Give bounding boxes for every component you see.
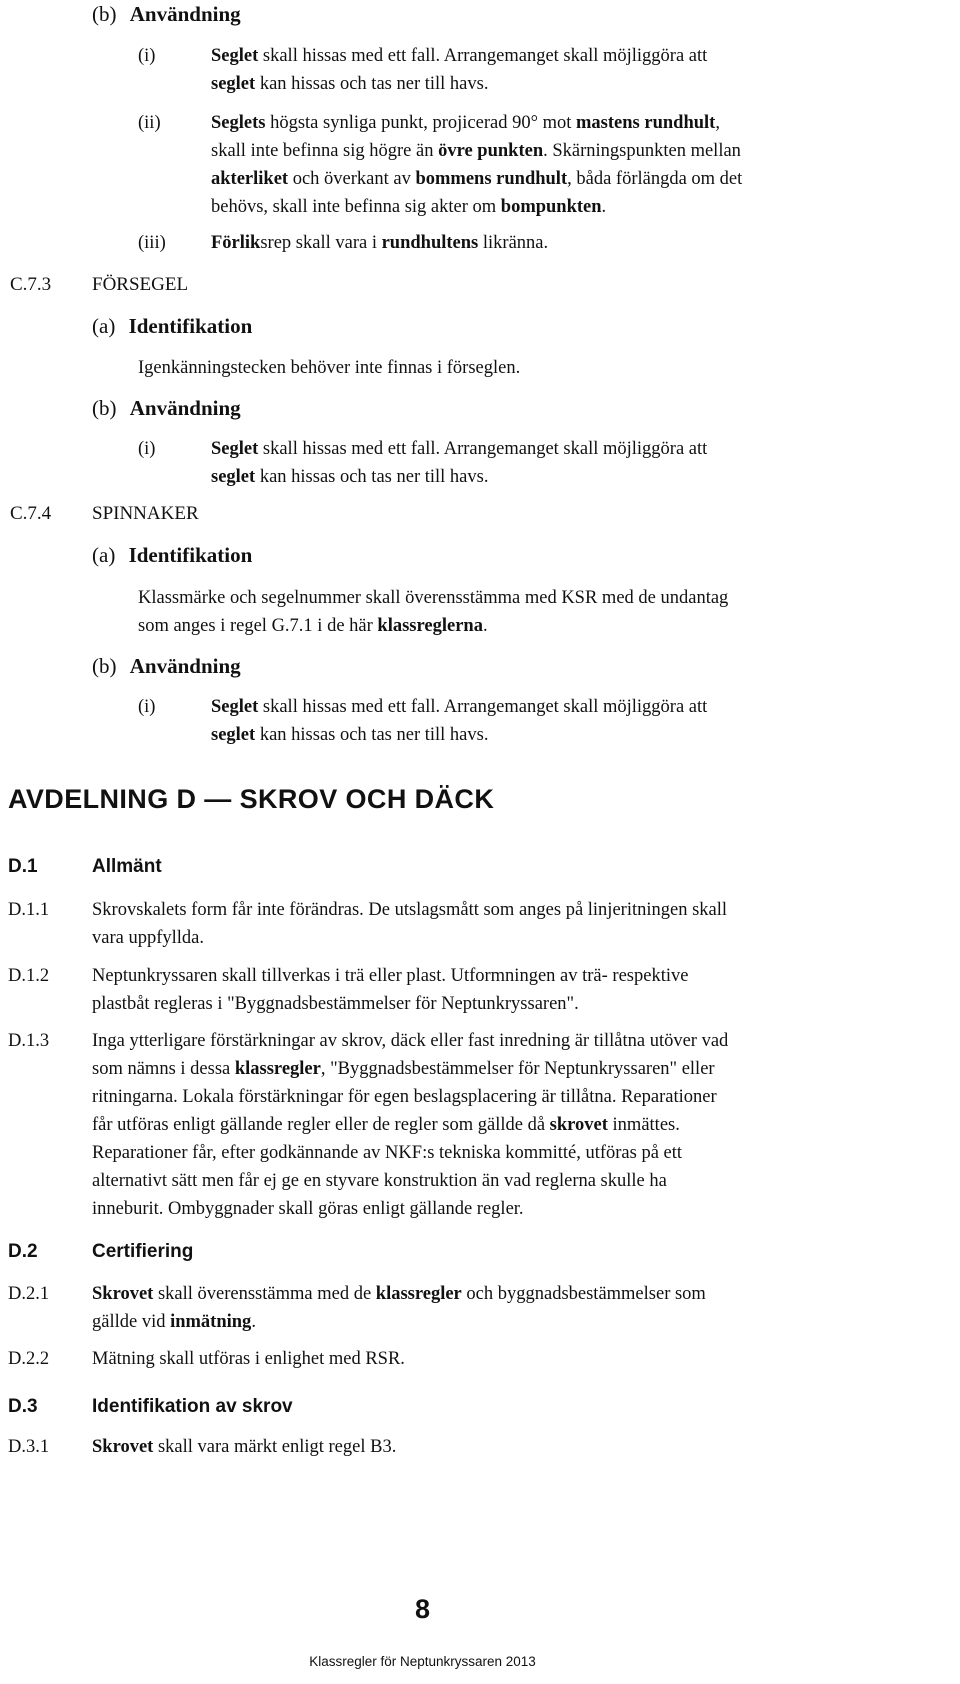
- defined-term: Skrovet: [92, 1284, 154, 1304]
- text-line: [92, 1345, 405, 1373]
- page-number: 8: [414, 1594, 431, 1624]
- item-text: [211, 229, 548, 257]
- text-run: ,: [715, 113, 720, 133]
- rule-number: D.1.1: [8, 900, 50, 920]
- c72b-heading: (b) Användning: [92, 2, 241, 26]
- rule-number: D.2.2: [8, 1349, 50, 1369]
- text-run: kan hissas och tas ner till havs.: [255, 725, 489, 745]
- defined-term: akterliket: [211, 169, 289, 189]
- text-run: , "Byggnadsbestämmelser för Neptunkryssaren" eller: [320, 1059, 715, 1079]
- part-title: AVDELNING D — SKROV OCH DÄCK: [8, 784, 495, 814]
- defined-term: seglet: [211, 725, 256, 745]
- text-line: [211, 109, 742, 137]
- text-run: behövs, skall inte befinna sig akter om: [211, 197, 501, 217]
- text-line: [211, 693, 707, 721]
- c74b-heading: (b) Användning: [92, 654, 241, 678]
- text-run: Skrovskalets form får inte förändras. De utslagsmått som anges på linjeritningen skall: [92, 900, 728, 920]
- text-line: [92, 924, 727, 952]
- defined-term: klassregler: [375, 1284, 462, 1304]
- text-line: [92, 1433, 396, 1461]
- text-line: [92, 990, 688, 1018]
- c73b-heading: (b) Användning: [92, 396, 241, 420]
- defined-term: Seglet: [211, 439, 259, 459]
- text-run: likränna.: [478, 233, 549, 253]
- defined-term: bompunkten: [500, 197, 602, 217]
- item-number: (iii): [138, 233, 166, 253]
- text-run: .: [251, 1312, 256, 1332]
- section-title: FÖRSEGEL: [92, 274, 189, 295]
- body-text: Igenkänningstecken behöver inte finnas i förseglen.: [138, 358, 521, 378]
- text-line: [92, 1083, 728, 1111]
- item-number: (ii): [138, 113, 161, 133]
- text-run: inmättes.: [607, 1115, 680, 1135]
- text-line: [211, 463, 707, 491]
- rule-text: [92, 1280, 706, 1336]
- item-number: (i): [138, 46, 156, 66]
- text-run: vara uppfyllda.: [92, 928, 204, 948]
- footer-text: Klassregler för Neptunkryssaren 2013: [309, 1654, 536, 1669]
- text-run: skall hissas med ett fall. Arrangemanget skall möjliggöra att: [258, 439, 708, 459]
- text-line: [211, 137, 742, 165]
- text-run: kan hissas och tas ner till havs.: [255, 467, 489, 487]
- defined-term: skrovet: [549, 1115, 608, 1135]
- rule-text: [92, 1027, 728, 1223]
- text-line: [92, 1139, 728, 1167]
- defined-term: Förlik: [211, 233, 261, 253]
- text-run: inneburit. Ombyggnader skall göras enligt gällande regler.: [92, 1199, 524, 1219]
- item-text: [211, 109, 742, 221]
- text-run: srep skall vara i: [260, 233, 382, 253]
- defined-term: Seglet: [211, 46, 259, 66]
- rule-text: [92, 962, 688, 1018]
- text-line: [211, 193, 742, 221]
- text-run: skall överensstämma med de: [153, 1284, 376, 1304]
- rule-number: D.1.3: [8, 1031, 50, 1051]
- item-text: [211, 435, 707, 491]
- text-run: , båda förlängda om det: [567, 169, 743, 189]
- text-run: Klassmärke och segelnummer skall överensstämma med KSR med de undantag: [138, 588, 729, 608]
- text-run: högsta synliga punkt, projicerad 90° mot: [265, 113, 577, 133]
- defined-term: rundhultens: [381, 233, 479, 253]
- text-run: som nämns i dessa: [92, 1059, 235, 1079]
- text-run: Mätning skall utföras i enlighet med RSR.: [92, 1349, 405, 1369]
- defined-term: seglet: [211, 467, 256, 487]
- text-line: [92, 1280, 706, 1308]
- text-line: [92, 1027, 728, 1055]
- text-run: Inga ytterligare förstärkningar av skrov, däck eller fast inredning är tillåtna utöver vad: [92, 1031, 729, 1051]
- defined-term: inmätning: [170, 1312, 252, 1332]
- text-run: gällde vid: [92, 1312, 171, 1332]
- section-number: C.7.4: [10, 503, 52, 524]
- text-line: [211, 435, 707, 463]
- text-line: [211, 42, 707, 70]
- text-line: [138, 612, 728, 640]
- item-text: [211, 693, 707, 749]
- text-line: [92, 1195, 728, 1223]
- text-line: [92, 896, 727, 924]
- text-run: skall hissas med ett fall. Arrangemanget skall möjliggöra att: [258, 697, 708, 717]
- text-run: Neptunkryssaren skall tillverkas i trä eller plast. Utformningen av trä- respektive: [92, 966, 689, 986]
- text-run: får utföras enligt gällande regler eller de regler som gällde då: [92, 1115, 550, 1135]
- section-number: D.3: [8, 1396, 38, 1417]
- text-run: plastbåt regleras i "Byggnadsbestämmelser för Neptunkryssaren".: [92, 994, 579, 1014]
- rule-number: D.3.1: [8, 1437, 50, 1457]
- defined-term: Seglets: [211, 113, 266, 133]
- text-run: alternativt sätt men får ej ge en styvare konstruktion än vad reglerna skulle ha: [92, 1171, 667, 1191]
- text-run: Reparationer får, efter godkännande av NKF:s tekniska kommitté, utföras på ett: [92, 1143, 683, 1163]
- section-number: D.2: [8, 1241, 38, 1262]
- text-line: [211, 229, 548, 257]
- section-number: C.7.3: [10, 274, 52, 295]
- rule-number: D.2.1: [8, 1284, 50, 1304]
- text-line: [92, 1055, 728, 1083]
- rule-number: D.1.2: [8, 966, 50, 986]
- text-line: [92, 1308, 706, 1336]
- text-run: kan hissas och tas ner till havs.: [255, 74, 489, 94]
- text-line: [92, 1167, 728, 1195]
- section-title: Allmänt: [92, 856, 162, 877]
- defined-term: mastens rundhult: [576, 113, 716, 133]
- section-number: D.1: [8, 856, 38, 877]
- rule-text: [92, 1345, 405, 1373]
- defined-term: klassregler: [234, 1059, 321, 1079]
- text-line: [211, 70, 707, 98]
- defined-term: Seglet: [211, 697, 259, 717]
- rule-text: [92, 1433, 396, 1461]
- item-text: [211, 42, 707, 98]
- text-line: [211, 165, 742, 193]
- defined-term: övre punkten: [438, 141, 544, 161]
- text-line: [92, 962, 688, 990]
- item-number: (i): [138, 697, 156, 717]
- text-run: ritningarna. Lokala förstärkningar för egen beslagsplacering är tillåtna. Reparationer: [92, 1087, 717, 1107]
- text-run: .: [601, 197, 607, 217]
- text-run: .: [482, 616, 488, 636]
- defined-term: seglet: [211, 74, 256, 94]
- section-title: Identifikation av skrov: [92, 1396, 293, 1417]
- text-run: skall hissas med ett fall. Arrangemanget skall möjliggöra att: [258, 46, 708, 66]
- defined-term: klassreglerna: [377, 616, 483, 636]
- body-text: [138, 584, 728, 640]
- rule-text: [92, 896, 727, 952]
- text-run: och överkant av: [288, 169, 416, 189]
- defined-term: bommens rundhult: [415, 169, 568, 189]
- text-run: som anges i regel G.7.1 i de här: [138, 616, 378, 636]
- text-line: [138, 584, 728, 612]
- defined-term: Skrovet: [92, 1437, 154, 1457]
- text-line: [211, 721, 707, 749]
- item-number: (i): [138, 439, 156, 459]
- c73a-heading: (a) Identifikation: [92, 314, 253, 338]
- text-run: skall inte befinna sig högre än: [211, 141, 439, 161]
- text-line: [92, 1111, 728, 1139]
- section-title: Certifiering: [92, 1241, 194, 1262]
- text-run: skall vara märkt enligt regel B3.: [153, 1437, 397, 1457]
- text-run: och byggnadsbestämmelser som: [461, 1284, 706, 1304]
- c74a-heading: (a) Identifikation: [92, 543, 253, 567]
- text-run: . Skärningspunkten mellan: [543, 141, 741, 161]
- section-title: SPINNAKER: [92, 503, 199, 524]
